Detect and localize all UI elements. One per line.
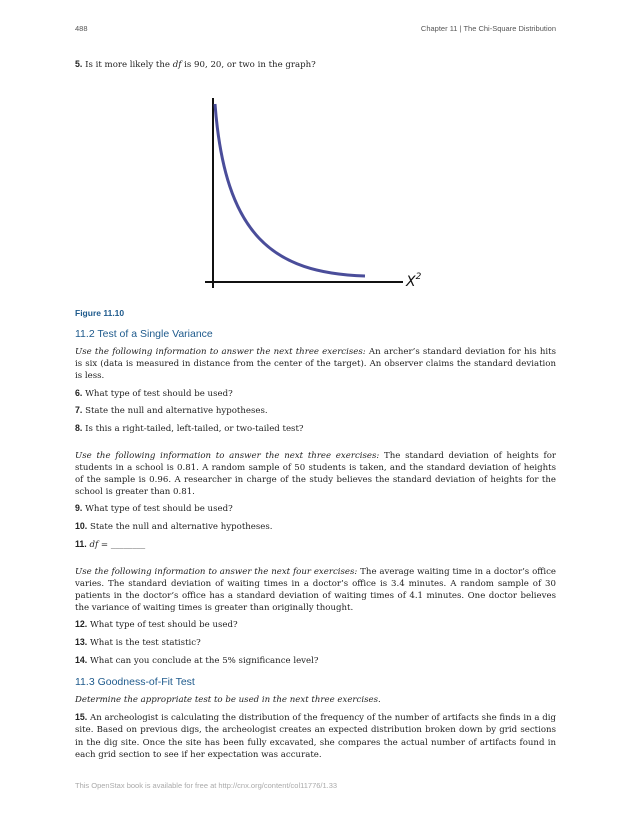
question-7: 7. State the null and alternative hypotheses. — [75, 405, 268, 417]
page-number: 488 — [75, 24, 88, 33]
chi-square-graph — [203, 76, 433, 298]
chapter-header: Chapter 11 | The Chi-Square Distribution — [420, 24, 556, 33]
question-5 — [75, 58, 556, 71]
exercise-intro: Use the following information to answer the next three exercises: An archer’s standard deviation for his hits is six (data is measured in distance from the center of the target). An observer claims the standard deviation is less. — [75, 346, 557, 382]
question-14: 14. What can you conclude at the 5% significance level? — [75, 654, 319, 666]
axis-label: $X^2$ — [406, 271, 422, 290]
section-title: 11.3 Goodness-of-Fit Test — [75, 676, 195, 689]
question-12: 12. What type of test should be used? — [75, 619, 238, 631]
spacer — [75, 440, 556, 450]
density-curve — [215, 104, 365, 276]
exercise-intro: Use the following information to answer the next three exercises: The standard deviation of heights for students in a school is 0.81. A random sample of 50 students is taken, and the standard deviation of heights of the sample is 0.96. A researcher in charge of the study believes the standard deviation of heights for the school is greater than 0.81. — [75, 450, 556, 498]
exercise-intro: Use the following information to answer the next four exercises: The average waiting time in a doctor’s office varies. The standard deviation of waiting times in a doctor’s office is 3.4 minutes. A random sample of 30 patients in the doctor’s office has a standard deviation of waiting times of 4.1 minutes. One doctor believes the variance of waiting times is greater than originally thought. — [75, 566, 556, 614]
question-number: 5. — [75, 59, 83, 69]
figure-caption: Figure 11.10 — [75, 307, 125, 318]
page-content — [75, 58, 556, 765]
spacer — [75, 556, 556, 566]
question-8: 8. Is this a right-tailed, left-tailed, or two-tailed test? — [75, 422, 304, 434]
section-title: 11.2 Test of a Single Variance — [75, 327, 213, 340]
footer-note: This OpenStax book is available for free at http://cnx.org/content/col11776/1.33 — [75, 781, 338, 790]
question-text-post: is 90, 20, or two in the graph? — [181, 60, 316, 70]
question-variable: df — [172, 60, 182, 70]
section-intro: Determine the appropriate test to be used in the next three exercises. — [75, 695, 381, 706]
chi-square-figure — [75, 76, 556, 298]
question-10: 10. State the null and alternative hypotheses. — [75, 521, 273, 533]
question-13: 13. What is the test statistic? — [75, 637, 201, 649]
question-11: 11. df = ________ — [75, 538, 146, 550]
question-6: 6. What type of test should be used? — [75, 387, 233, 399]
question-15: 15. An archeologist is calculating the distribution of the frequency of the number of artifacts she finds in a dig site. Based on previous digs, the archeologist creates an expected distribution broken down by grid sections in the dig site. Once the site has been fully excavated, she compares the actual number of artifacts found in each grid section to see if her expectation was accurate. — [75, 712, 556, 760]
question-9: 9. What type of test should be used? — [75, 503, 233, 515]
question-text-pre: Is it more likely the — [85, 60, 173, 70]
